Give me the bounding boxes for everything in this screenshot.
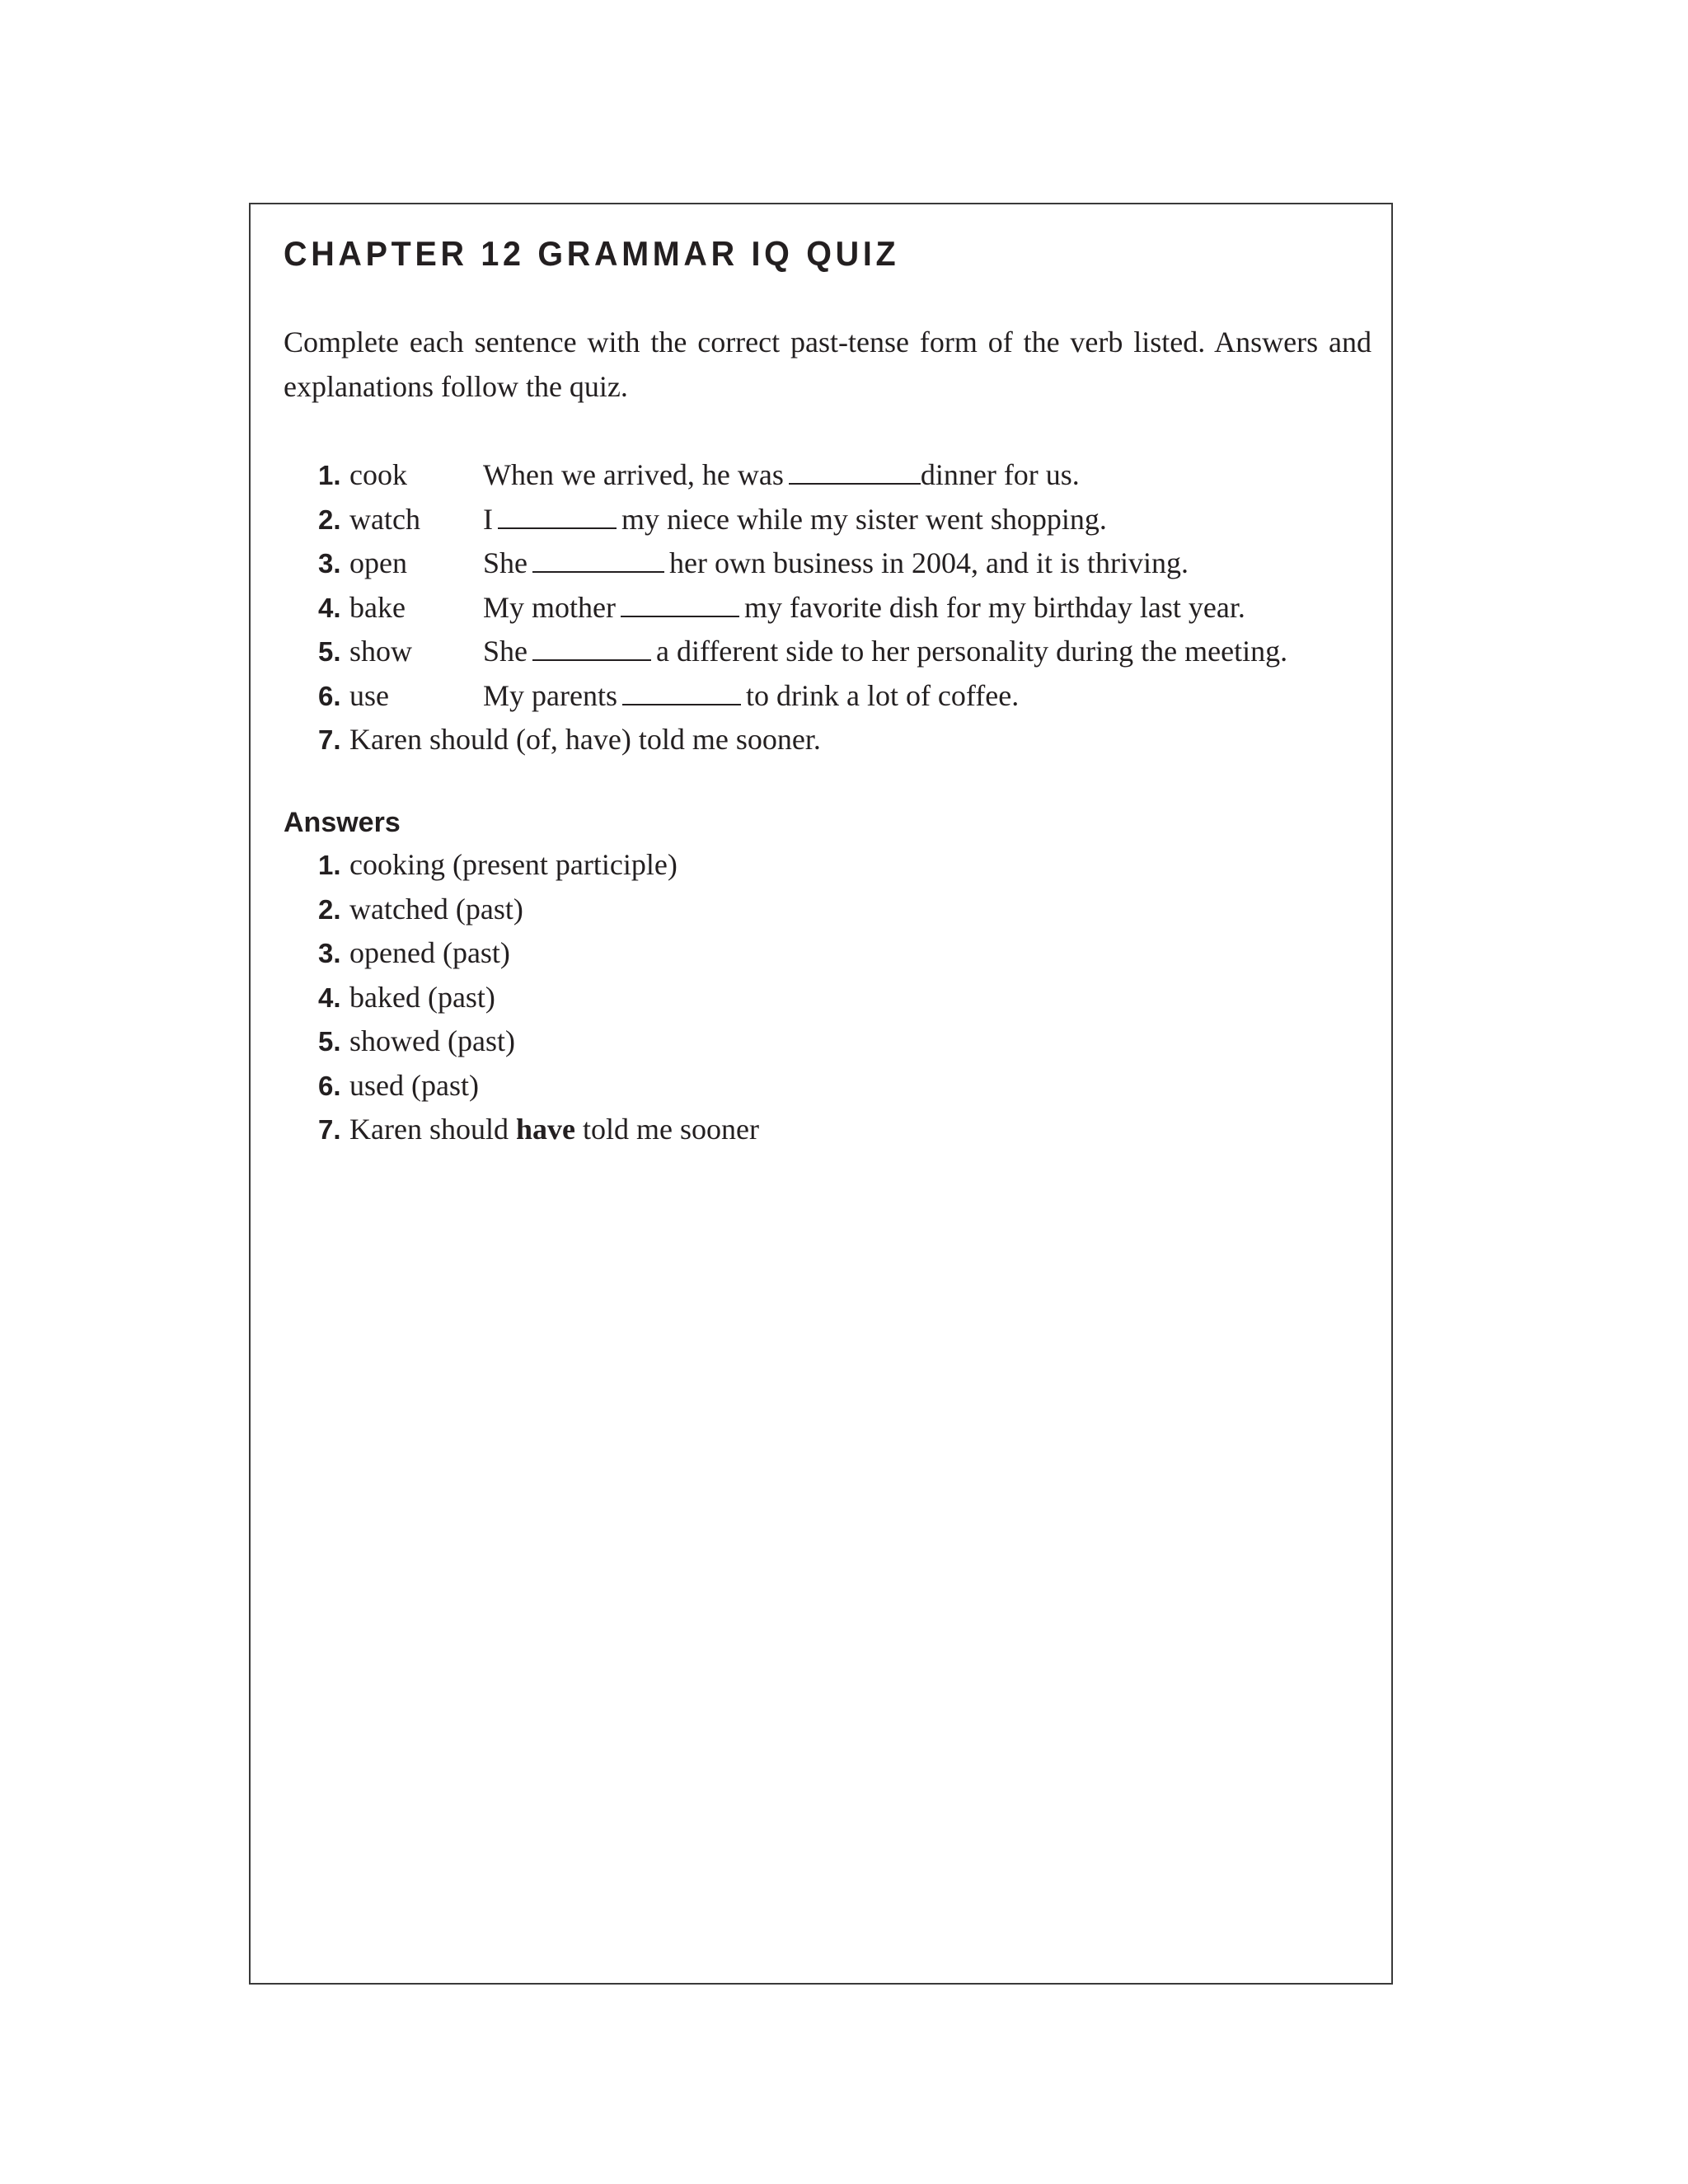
question-text-after: a different side to her personality during the meeting. bbox=[656, 635, 1288, 668]
question-text-before: I bbox=[483, 502, 493, 536]
question-number: 4. bbox=[318, 592, 341, 623]
question-verb: watch bbox=[349, 502, 420, 536]
question-text-before: My parents bbox=[483, 678, 617, 712]
answer-blank bbox=[789, 455, 921, 485]
question-verb: show bbox=[349, 635, 413, 668]
question-item bbox=[318, 541, 1287, 586]
question-verb: use bbox=[349, 678, 389, 712]
answer-number: 7. bbox=[318, 1114, 341, 1145]
answer-item bbox=[318, 1019, 759, 1064]
answer-number: 3. bbox=[318, 938, 341, 968]
question-text-before: She bbox=[483, 546, 528, 579]
answer-blank bbox=[498, 499, 617, 529]
answer-text: opened (past) bbox=[349, 936, 510, 969]
answers-heading: Answers bbox=[284, 807, 401, 838]
answer-blank bbox=[622, 676, 741, 705]
answer-blank bbox=[532, 543, 664, 573]
question-number: 2. bbox=[318, 504, 341, 535]
answer-number: 5. bbox=[318, 1026, 341, 1057]
answer-item bbox=[318, 1064, 759, 1108]
answer-item bbox=[318, 888, 759, 932]
answer-text: baked (past) bbox=[349, 980, 495, 1014]
answer-number: 1. bbox=[318, 850, 341, 880]
question-item bbox=[318, 453, 1287, 498]
answer-number: 6. bbox=[318, 1070, 341, 1101]
answer-bold-word: have bbox=[515, 1113, 575, 1146]
answer-text: cooking (present participle) bbox=[349, 848, 678, 881]
question-text-after: to drink a lot of coffee. bbox=[745, 678, 1020, 712]
question-number: 7. bbox=[318, 724, 341, 755]
answer-blank bbox=[532, 631, 651, 661]
question-list bbox=[318, 453, 1287, 762]
question-verb: bake bbox=[349, 590, 406, 624]
question-item bbox=[318, 586, 1287, 630]
instructions: Complete each sentence with the correct past-tense form of the verb listed. Answers and explanations follow the quiz. bbox=[284, 326, 1372, 403]
question-text-before: She bbox=[483, 635, 528, 668]
answer-text-after: told me sooner bbox=[582, 1113, 759, 1146]
question-number: 3. bbox=[318, 548, 341, 579]
question-number: 5. bbox=[318, 636, 341, 667]
answer-text: showed (past) bbox=[349, 1024, 515, 1057]
question-verb: open bbox=[349, 546, 407, 579]
quiz-title: CHAPTER 12 GRAMMAR IQ QUIZ bbox=[284, 234, 900, 273]
question-item bbox=[318, 718, 1287, 762]
question-verb: cook bbox=[349, 458, 407, 491]
question-text-before: My mother bbox=[483, 590, 616, 624]
answer-blank bbox=[621, 588, 739, 617]
answer-item bbox=[318, 843, 759, 888]
question-item bbox=[318, 630, 1287, 674]
answer-item bbox=[318, 1108, 759, 1152]
question-item bbox=[318, 674, 1287, 719]
answer-number: 2. bbox=[318, 893, 341, 925]
answer-number: 4. bbox=[318, 982, 341, 1013]
question-text-after: dinner for us. bbox=[920, 458, 1080, 491]
question-text-after: my niece while my sister went shopping. bbox=[621, 502, 1107, 536]
question-number: 6. bbox=[318, 680, 341, 711]
question-item bbox=[318, 498, 1287, 542]
answer-item bbox=[318, 976, 759, 1020]
question-text: Karen should (of, have) told me sooner. bbox=[349, 723, 821, 756]
answer-list bbox=[318, 843, 759, 1152]
answer-item bbox=[318, 931, 759, 976]
answer-text: used (past) bbox=[349, 1068, 479, 1102]
question-number: 1. bbox=[318, 460, 341, 490]
question-text-after: her own business in 2004, and it is thriving. bbox=[669, 546, 1189, 579]
question-text-after: my favorite dish for my birthday last year. bbox=[743, 590, 1245, 624]
quiz-box bbox=[249, 203, 1393, 1985]
answer-text-before: Karen should bbox=[349, 1113, 509, 1146]
answer-text: watched (past) bbox=[349, 892, 523, 926]
question-text-before: When we arrived, he was bbox=[483, 458, 784, 491]
